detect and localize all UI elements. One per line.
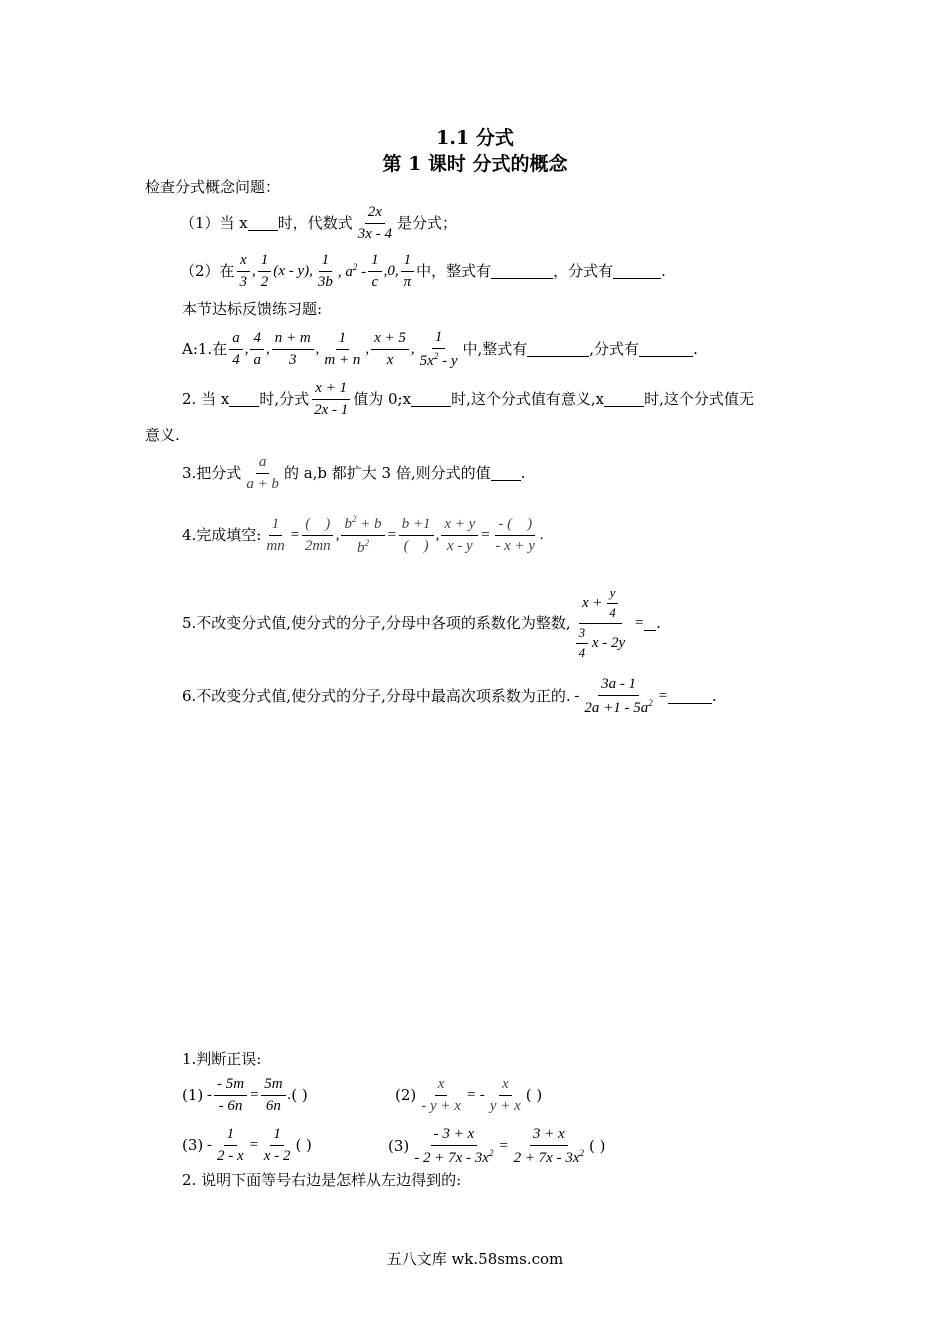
a1-frac-1: $\frac{a}{4}$ bbox=[229, 330, 243, 370]
q1-mid: 时，代数式 bbox=[277, 214, 353, 233]
exercise-6: 6.不改变分式值,使分式的分子,分母中最高次项系数为正的. - $\frac{3a - 1}{2a +1 - 5a^2}$ = . bbox=[182, 676, 717, 717]
a2-blank-3[interactable] bbox=[604, 392, 644, 407]
a4-frac-5: $\frac{x + y}{x - y}$ bbox=[441, 516, 478, 556]
j4-frac-2: $\frac{3 + x}{2 + 7x - 3x^2}$ bbox=[513, 1126, 584, 1167]
a2-mid2: 值为 0;x bbox=[353, 390, 412, 409]
a1-suffix: . bbox=[693, 340, 698, 359]
page-subtitle: 第 1 课时 分式的概念 bbox=[382, 153, 568, 175]
question-2: （2）在 $\frac{x}{3}$ , $\frac{1}{2}$ (x - y), $\frac{1}{3b}$ , $a^2$ - $\frac{1}{c}$ ,0, $\frac{1}{\pi}$ 中，整式有 ，分式有 . bbox=[180, 252, 666, 291]
a1-frac-2: $\frac{4}{a}$ bbox=[250, 330, 264, 370]
q1-prefix: （1）当 x bbox=[180, 214, 248, 233]
q1-blank[interactable] bbox=[248, 216, 278, 231]
a2-mid4: 时,这个分式值无 bbox=[644, 390, 754, 409]
a5-blank[interactable] bbox=[644, 616, 656, 631]
a1-frac-4: $\frac{1}{m + n}$ bbox=[324, 330, 361, 369]
a4-frac-6: $\frac{- ( )}{- x + y}$ bbox=[495, 516, 536, 555]
a3-suffix: . bbox=[520, 464, 526, 483]
a1-frac-6: $\frac{1}{5x^2 - y}$ bbox=[419, 329, 458, 370]
q1-fraction: $\frac{2x}{3x - 4}$ bbox=[357, 204, 392, 243]
a1-prefix: A:1.在 bbox=[182, 340, 228, 359]
judge-item-2: (2) $\frac{x}{- y + x}$ = - $\frac{x}{y + x}$ ( ) bbox=[395, 1076, 543, 1115]
a6-fraction: $\frac{3a - 1}{2a +1 - 5a^2}$ bbox=[584, 676, 653, 717]
j4-frac-1: $\frac{- 3 + x}{- 2 + 7x - 3x^2}$ bbox=[414, 1126, 494, 1167]
judge-item-1-paren[interactable]: ( ) bbox=[291, 1086, 308, 1105]
a2-mid3: 时,这个分式值有意义,x bbox=[451, 390, 605, 409]
judge-item-4-label: (3) bbox=[388, 1137, 410, 1156]
a2-mid: 时,分式 bbox=[259, 390, 310, 409]
a4-frac-3: $\frac{b^2 + b}{b^2}$ bbox=[341, 514, 384, 558]
a2-fraction: $\frac{x + 1}{2x - 1}$ bbox=[314, 380, 349, 419]
page-title: 1.1 分式 bbox=[436, 127, 514, 149]
a3-mid: 的 a,b 都扩大 3 倍,则分式的值 bbox=[283, 464, 491, 483]
q2-frac-a: $\frac{x}{3}$ bbox=[237, 252, 251, 292]
exercise-1: A:1.在 $\frac{a}{4}$ , $\frac{4}{a}$ , $\frac{n + m}{3}$ , $\frac{1}{m + n}$ , $\frac{x + 5}{x}$ , $\frac{1}{5x^2 - y}$ 中,整式有 ,分式有 . bbox=[182, 329, 698, 370]
a5-complex-fraction: x + $\frac{y}{4}$ $\frac{3}{4}$ x - 2y bbox=[573, 586, 629, 661]
q2-suffix: . bbox=[661, 262, 666, 281]
a1-mid2: ,分式有 bbox=[589, 340, 640, 359]
q2-frac-b: $\frac{1}{2}$ bbox=[258, 252, 272, 292]
explain-heading: 2. 说明下面等号右边是怎样从左边得到的: bbox=[182, 1171, 462, 1189]
q2-mid2: ，分式有 bbox=[553, 262, 614, 281]
q2-blank-2[interactable] bbox=[613, 264, 661, 279]
exercise-2-continued: 意义. bbox=[145, 426, 180, 444]
judge-item-3-label: (3) bbox=[182, 1136, 204, 1155]
q2-frac-e: $\frac{1}{\pi}$ bbox=[401, 252, 415, 292]
judge-item-4-paren[interactable]: ( ) bbox=[589, 1137, 606, 1156]
a1-frac-3: $\frac{n + m}{3}$ bbox=[272, 330, 314, 370]
judge-item-3: (3) - $\frac{1}{2 - x}$ = $\frac{1}{x - 2}$ ( ) bbox=[182, 1126, 312, 1165]
footer-watermark: 五八文库 wk.58sms.com bbox=[386, 1250, 564, 1268]
section-heading-2: 本节达标反馈练习题: bbox=[182, 300, 323, 318]
a3-fraction: $\frac{a}{a + b}$ bbox=[246, 454, 279, 493]
a3-prefix: 3.把分式 bbox=[182, 464, 242, 483]
judge-item-2-paren[interactable]: ( ) bbox=[525, 1086, 543, 1105]
a6-prefix: 6.不改变分式值,使分式的分子,分母中最高次项系数为正的. bbox=[182, 687, 571, 706]
exercise-2 bbox=[182, 380, 754, 420]
a1-blank-2[interactable] bbox=[639, 342, 693, 357]
a2-blank-2[interactable] bbox=[411, 392, 451, 407]
exercise-5: 5.不改变分式值,使分式的分子,分母中各项的系数化为整数, x + $\frac{y}{4}$ $\frac{3}{4}$ x - 2y = . bbox=[182, 585, 661, 660]
judge-item-1: (1) - $\frac{- 5m}{- 6n}$ = $\frac{5m}{6n}$ . ( ) bbox=[182, 1076, 308, 1115]
judge-heading: 1.判断正误: bbox=[182, 1050, 262, 1068]
judge-item-3-paren[interactable]: ( ) bbox=[295, 1136, 312, 1155]
q1-suffix: 是分式； bbox=[396, 214, 457, 233]
a4-prefix: 4.完成填空: bbox=[182, 526, 262, 545]
judge-item-2-label: (2) bbox=[395, 1086, 417, 1105]
a1-mid: 中,整式有 bbox=[462, 340, 528, 359]
j1-frac-2: $\frac{5m}{6n}$ bbox=[261, 1076, 285, 1116]
q2-blank-1[interactable] bbox=[491, 264, 553, 279]
q2-mid: 中，整式有 bbox=[416, 262, 492, 281]
j3-frac-2: $\frac{1}{x - 2}$ bbox=[263, 1126, 291, 1165]
q2-prefix: （2）在 bbox=[180, 262, 235, 281]
exercise-3 bbox=[182, 454, 525, 494]
q2-frac-c: $\frac{1}{3b}$ bbox=[317, 252, 333, 291]
q2-frac-d: $\frac{1}{c}$ bbox=[368, 252, 382, 292]
j3-frac-1: $\frac{1}{2 - x}$ bbox=[217, 1126, 244, 1165]
j1-frac-1: $\frac{- 5m}{- 6n}$ bbox=[214, 1076, 247, 1116]
section-heading-1: 检查分式概念问题： bbox=[145, 178, 281, 196]
a2-prefix: 2. 当 x bbox=[182, 390, 230, 409]
a1-blank-1[interactable] bbox=[527, 342, 589, 357]
a4-frac-1: $\frac{1}{mn}$ bbox=[266, 516, 285, 555]
j2-frac-2: $\frac{x}{y + x}$ bbox=[489, 1076, 521, 1115]
a4-frac-2: $\frac{( )}{2mn}$ bbox=[302, 516, 334, 556]
a6-blank[interactable] bbox=[668, 689, 712, 704]
a4-frac-4: $\frac{b +1}{( )}$ bbox=[399, 516, 434, 556]
a1-frac-5: $\frac{x + 5}{x}$ bbox=[371, 330, 409, 370]
j2-frac-1: $\frac{x}{- y + x}$ bbox=[421, 1076, 461, 1115]
a3-blank[interactable] bbox=[491, 466, 521, 481]
question-1 bbox=[180, 204, 457, 244]
a5-prefix: 5.不改变分式值,使分式的分子,分母中各项的系数化为整数, bbox=[182, 613, 571, 632]
a2-blank-1[interactable] bbox=[229, 392, 259, 407]
judge-item-4: (3) $\frac{- 3 + x}{- 2 + 7x - 3x^2}$ = $\frac{3 + x}{2 + 7x - 3x^2}$ ( ) bbox=[388, 1126, 606, 1167]
exercise-4: 4.完成填空: $\frac{1}{mn}$ = $\frac{( )}{2mn}$ , $\frac{b^2 + b}{b^2}$ = $\frac{b +1}{( )}$ , $\frac{x + y}{x - y}$ = $\frac{- ( )}{- x + y}$ . bbox=[182, 514, 544, 557]
judge-item-1-label: (1) bbox=[182, 1086, 204, 1105]
